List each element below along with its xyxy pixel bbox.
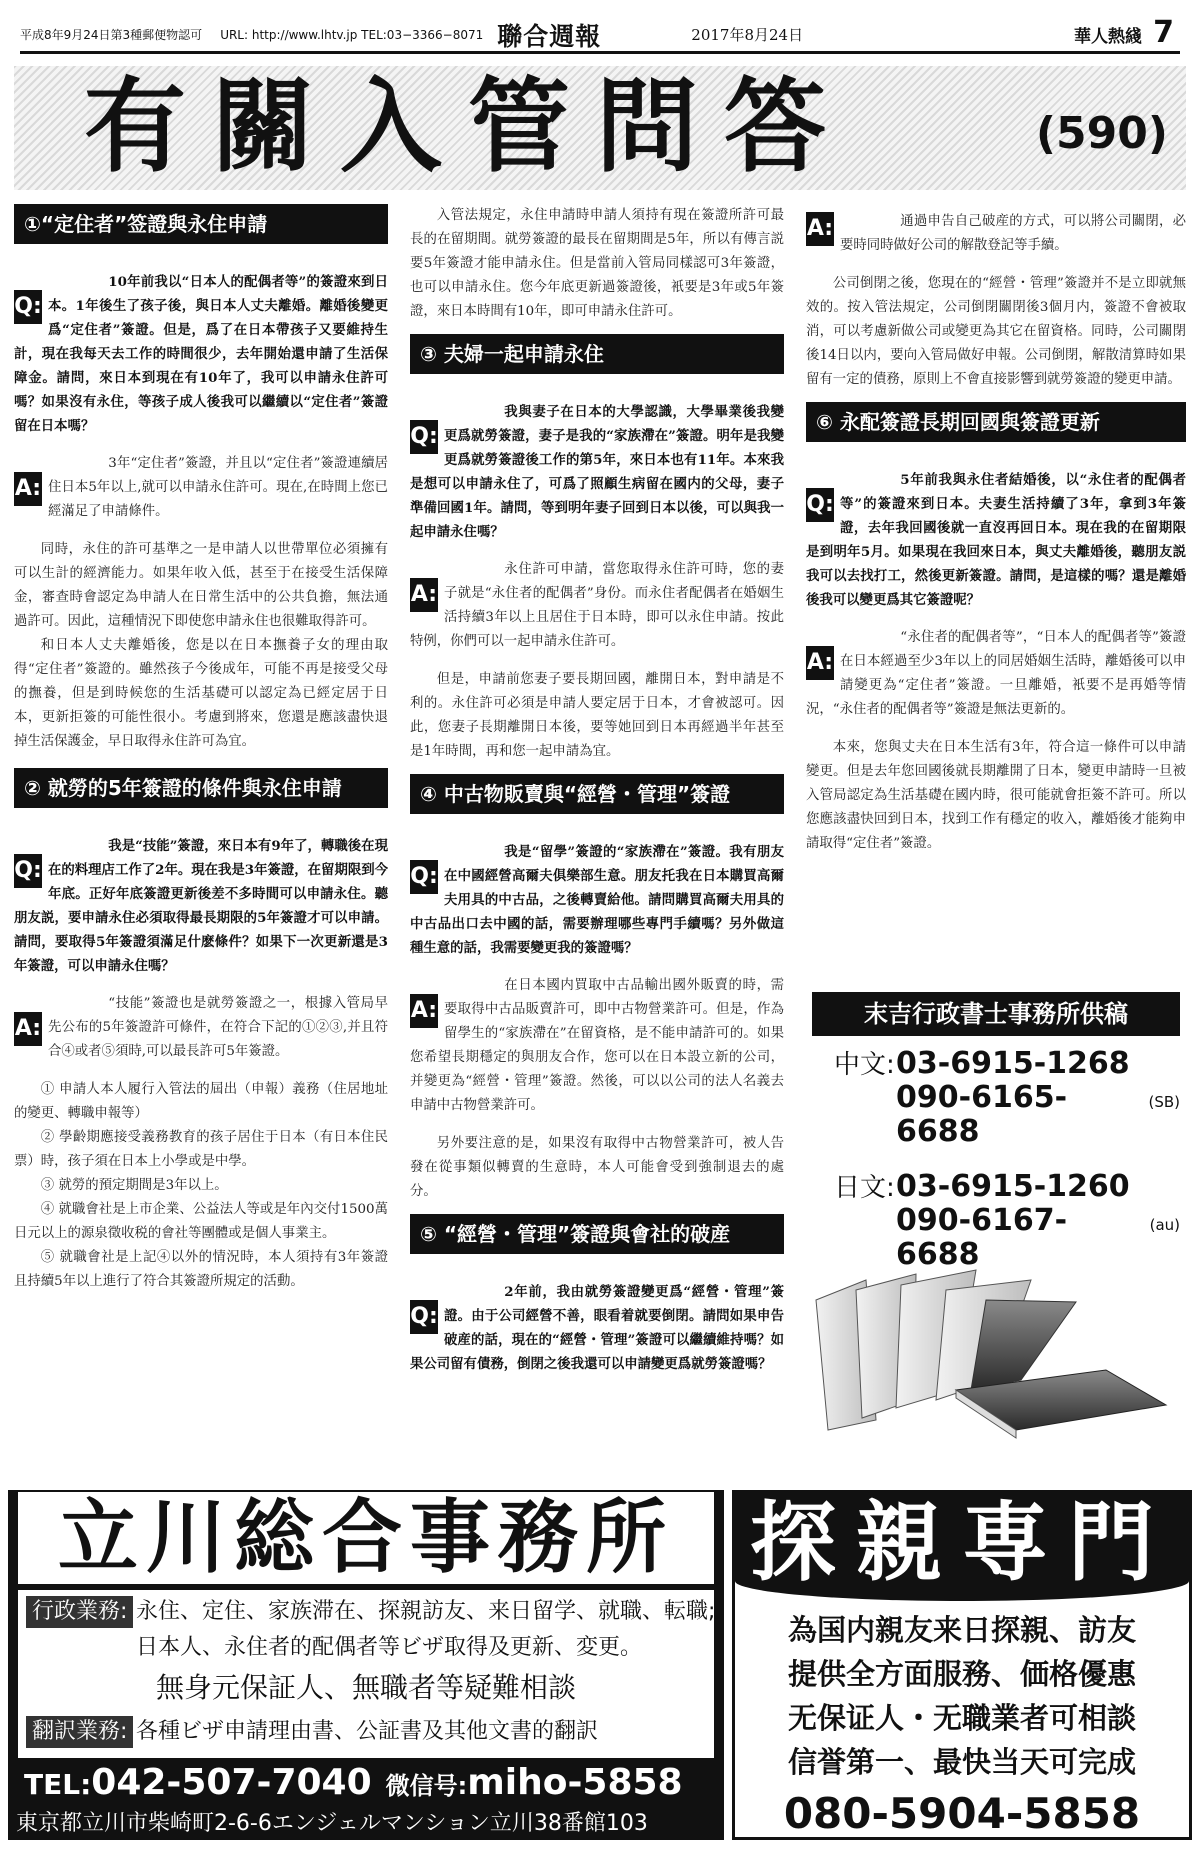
answer-text: 通過申告自己破産的方式，可以將公司關閉，必要時同時做好公司的解散登記等手續。 [840, 214, 1186, 253]
question-text: 2年前，我由就勞簽證變更爲“經營・管理”簽證。由于公司經營不善，眼看着就要倒閉。請問如果申告破産的話，現在的“經營・管理”簽證可以繼續維持嗎？如果公司留有債務，倒閉之後我還可以申請變更爲就勞簽證嗎？ [410, 1284, 784, 1372]
translation-label: 翻訳業務: [26, 1716, 133, 1748]
ad-line-1: 為国内親友来日探親、訪友 [787, 1613, 1136, 1647]
question-badge: Q: [806, 488, 834, 522]
family-visit-ad [732, 1490, 1192, 1840]
list-item: ② 學齡期應接受義務教育的孩子居住于日本（有日本住民票）時，孩子須在日本上小學或是中學。 [14, 1130, 388, 1169]
answer-badge: A: [14, 472, 42, 506]
section-4-heading: ④ 中古物販賣與“經營・管理”簽證 [410, 774, 784, 814]
answer-badge: A: [410, 994, 438, 1028]
translation-services: 各種ビザ申請理由書、公証書及其他文書的翻訳 [136, 1719, 599, 1744]
paragraph: 入管法規定，永住申請時申請人須持有現在簽證所許可最長的在留期間。就勞簽證的最長在留期間是5年，所以有傳言説要5年簽證才能申請永住。但是當前入管局同樣認可3年簽證，也可以申請永住。您今年底更新過簽證後，衹要是3年或5年簽證，來日本時間有10年，即可申請永住許可。 [410, 208, 784, 319]
carrier-label: (au) [1149, 1216, 1180, 1234]
column-3 [806, 204, 1186, 856]
column-2 [410, 204, 784, 1390]
section-5-answer [806, 210, 1186, 258]
section-5-question [410, 1280, 784, 1376]
answer-badge: A: [410, 578, 438, 612]
issue-number: (590) [1035, 108, 1168, 159]
paragraph: 公司倒閉之後，您現在的“經營・管理”簽證并不是立即就無效的。按入管法規定，公司倒閉關閉後3個月内，簽證不會被取消，可以考慮新做公司或變更為其它在留資格。同時，公司關閉後14日以内，要向入管局做好申報。公司倒閉，解散清算時如果留有一定的債務，原則上不會直接影響到就勞簽證的變更申請。 [806, 276, 1186, 387]
page-title: 有關入管問答 [84, 68, 852, 187]
section-2-heading: ② 就勞的5年簽證的條件與永住申請 [14, 768, 388, 808]
contact-heading: 末吉行政書士事務所供稿 [812, 992, 1180, 1036]
section-3-heading: ③ 夫婦一起申請永住 [410, 334, 784, 374]
ad-line-4: 信誉第一、最快当天可完成 [787, 1745, 1136, 1779]
question-badge: Q: [14, 290, 42, 324]
books-illustration [806, 1240, 1186, 1440]
paragraph: 同時，永住的許可基準之一是申請人以世帶單位必須擁有可以生計的經濟能力。如果年收入低，甚至于在接受生活保障金，審查時會認定為申請人在日常生活中的公共負擔，無法通過許可。因此，這種情況下即使您申請永住也很難取得許可。 [14, 542, 388, 629]
section-1-heading: ①“定住者”签證與永住申請 [14, 204, 388, 244]
question-badge: Q: [14, 854, 42, 888]
section-1-question [14, 270, 388, 438]
paragraph: 本來，您與丈夫在日本生活有3年，符合這一條件可以申請變更。但是去年您回國後就長期離開了日本，變更申請時一旦被入管局認定為生活基礎在國内時，很可能就會拒簽不許可。所以您應該盡快回到日本，找到工作有穩定的收入，離婚後才能夠申請取得“定住者”簽證。 [806, 740, 1186, 851]
question-text: 我與妻子在日本的大學認識，大學畢業後我變更爲就勞簽證，妻子是我的“家族滯在”簽證。明年是我變更爲就勞簽證後工作的第5年，來日本也有11年。本來我是想可以申請永住了，可爲了照顧生病留在國内的父母，妻子準備回國1年。請問，等到明年妻子回到日本以後，可以與我一起申請永住嗎？ [410, 404, 784, 540]
list-item: ① 申請人本人履行入管法的屆出（申報）義務（住居地址的變更、轉職申報等） [14, 1082, 388, 1121]
answer-badge: A: [14, 1012, 42, 1046]
ad-title: 探親専門 [735, 1493, 1189, 1601]
section-4-question [410, 840, 784, 960]
title-band [14, 66, 1186, 190]
issue-date: 2017年8月24日 [691, 26, 804, 44]
section-4-answer [410, 974, 784, 1118]
section-3-answer [410, 558, 784, 654]
question-text: 5年前我與永住者結婚後，以“永住者的配偶者等”的簽證來到日本。夫妻生活持續了3年，拿到3年簽證，去年我回國後就一直沒再回日本。現在我的在留期限是到明年5月。如果現在我回來日本，與丈夫離婚後，聽朋友説我可以去找打工，然後更新簽證。請問，是這樣的嗎？還是離婚後我可以變更爲其它簽證呢？ [806, 472, 1186, 608]
book-stack-icon [816, 1270, 1166, 1438]
answer-text: “永住者的配偶者等”，“日本人的配偶者等”簽證在日本經過至少3年以上的同居婚姻生活時，離婚後可以申請變更為“定住者”簽證。一旦離婚，衹要不是再婚等情況，“永住者的配偶者等”簽證是無法更新的。 [806, 630, 1186, 717]
phone-line [24, 1762, 683, 1803]
paragraph: 但是，申請前您妻子要長期回國，離開日本，對申請是不利的。永住許可必須是申請人要定居于日本，才會被認可。因此，您妻子長期離開日本後，要等她回到日本再經過半年甚至是1年時間，再和您一起申請為宜。 [410, 672, 784, 759]
masthead [20, 15, 1180, 54]
wechat-id[interactable]: miho-5858 [467, 1762, 683, 1803]
section-1-answer [14, 452, 388, 524]
carrier-label: (SB) [1148, 1093, 1180, 1111]
section-2-answer [14, 992, 388, 1064]
ad-phone[interactable]: 080-5904-5858 [783, 1789, 1141, 1838]
admin-services-line-2: 日本人、永住者的配偶者等ビザ取得及更新、変更。 [136, 1635, 643, 1660]
japanese-phone-1[interactable]: 03-6915-1260 [896, 1169, 1130, 1204]
paragraph: 另外要注意的是，如果沒有取得中古物營業許可，被人告發在從事類似轉賣的生意時，本人可能會受到強制退去的處分。 [410, 1136, 784, 1199]
admin-services-line-1: 永住、定住、家族滞在、探親訪友、来日留学、就職、転職; [136, 1599, 716, 1624]
answer-text: “技能”簽證也是就勞簽證之一，根據入管局早先公布的5年簽證許可條件，在符合下記的①②③,并且符合④或者⑤須時,可以最長許可5年簽證。 [48, 996, 388, 1059]
section-5-heading: ⑤ “經營・管理”簽證與會社的破産 [410, 1214, 784, 1254]
japanese-contact [812, 1167, 1180, 1204]
wechat-label: 微信号: [385, 1772, 468, 1800]
question-text: 我是“技能”簽證，來日本有9年了，轉職後在現在的料理店工作了2年。現在我是3年簽證，在留期限到今年底。正好年底簽證更新後差不多時間可以申請永住。聽朋友説，要申請永住必須取得最長期限的5年簽證才可以申請。請問，要取得5年簽證須滿足什麽條件？如果下一次更新還是3年簽證，可以申請永住嗎？ [14, 838, 389, 974]
section-6-answer [806, 626, 1186, 722]
answer-badge: A: [806, 212, 834, 246]
section-2-question [14, 834, 388, 978]
chinese-label: 中文: [834, 1050, 895, 1080]
section-name: 華人熱綫 [1074, 27, 1142, 47]
list-item: ④ 就職會社是上市企業、公益法人等或是年內交付1500萬日元以上的源泉徵收税的會社等團體或是個人事業主。 [14, 1202, 388, 1241]
chinese-phone-1[interactable]: 03-6915-1268 [896, 1046, 1130, 1081]
section-6-question [806, 468, 1186, 612]
tachikawa-office-ad [8, 1490, 724, 1840]
chinese-phone-2[interactable]: 090-6165-6688 [896, 1080, 1068, 1149]
ad-line-3: 无保证人・无職業者可相談 [787, 1701, 1136, 1735]
japanese-label: 日文: [834, 1173, 895, 1203]
office-name: 立川総合事務所 [18, 1492, 714, 1584]
answer-text: 3年“定住者”簽證，并且以“定住者”簽證連續居住日本5年以上,就可以申請永住許可。現在,在時間上您已經滿足了申請條件。 [48, 456, 388, 519]
question-badge: Q: [410, 420, 438, 454]
question-badge: Q: [410, 1300, 438, 1334]
page-number: 7 [1153, 15, 1174, 50]
consultation-line: 無身元保証人、無職者等疑難相談 [155, 1671, 576, 1704]
japanese-phone-2[interactable]: 090-6167-6688 [896, 1203, 1068, 1272]
question-badge: Q: [410, 860, 438, 894]
section-3-question [410, 400, 784, 544]
answer-text: 永住許可申請，當您取得永住許可時，您的妻子就是“永住者的配偶者”身份。而永住者配偶者在婚姻生活持續3年以上且居住于日本時，即可以永住申請。按此特例，你們可以一起申請永住許可。 [410, 562, 784, 649]
question-text: 10年前我以“日本人的配偶者等”的簽證來到日本。1年後生了孩子後，與日本人丈夫離婚。離婚後變更爲“定住者”簽證。但是，爲了在日本帶孩子又要維持生計，現在我每天去工作的時間很少，去年開始還申請了生活保障金。請問，來日本到現在有10年了，我可以申請永住許可嗎？如果沒有永住，等孩子成人後我可以繼續以“定住者”簽證留在日本嗎？ [14, 274, 388, 434]
question-text: 我是“留學”簽證的“家族滯在”簽證。我有朋友在中國經營高爾夫俱樂部生意。朋友托我在日本購買高爾夫用具的中古品，之後轉賣給他。請問購買高爾夫用具的中古品出口去中國的話，需要辦理哪些專門手續嗎？另外做這種生意的話，我需要變更我的簽證嗎？ [410, 844, 784, 956]
newspaper-name: 聯合週報 [497, 21, 602, 51]
url-and-phone: URL: http://www.lhtv.jp TEL:03−3366−8071 [220, 27, 484, 42]
answer-text: 在日本國内買取中古品輸出國外販賣的時，需要取得中古品販賣許可，即中古物營業許可。但是，作為留學生的“家族滯在”在留資格，是不能申請許可的。如果您希望長期穩定的與朋友合作，您可以在日本設立新的公司，并變更為“經營・管理”簽證。然後，可以以公司的法人名義去申請中古物營業許可。 [410, 978, 784, 1113]
tel-label: TEL: [24, 1768, 92, 1801]
postal-permit: 平成8年9月24日第3種郵便物認可 [20, 28, 203, 42]
list-item: ⑤ 就職會社是上記④以外的情況時，本人須持有3年簽證且持續5年以上進行了符合其簽證所規定的活動。 [14, 1250, 388, 1289]
admin-services-label: 行政業務: [26, 1596, 133, 1628]
section-6-heading: ⑥ 永配簽證長期回國與簽證更新 [806, 402, 1186, 442]
chinese-contact-mobile [896, 1081, 1180, 1149]
office-address: 東京都立川市柴崎町2-6-6エンジェルマンション立川38番館103 [16, 1811, 648, 1836]
paragraph: 和日本人丈夫離婚後，您是以在日本撫養子女的理由取得“定住者”簽證的。雖然孩子今後成年，可能不再是接受父母的撫養，但是到時候您的生活基礎可以認定為已經定居于日本，更新拒簽的可能性很小。考慮到將來，您還是應該盡快退掉生活保護金，早日取得永住許可為宜。 [14, 638, 388, 749]
answer-badge: A: [806, 646, 834, 680]
chinese-contact [812, 1044, 1180, 1081]
list-item: ③ 就勞的預定期間是3年以上。 [40, 1178, 228, 1193]
contact-box [812, 992, 1180, 1272]
ad-line-2: 提供全方面服務、価格優惠 [787, 1657, 1136, 1691]
office-phone[interactable]: 042-507-7040 [91, 1762, 372, 1803]
services-panel [18, 1590, 714, 1758]
column-1 [14, 204, 388, 1294]
